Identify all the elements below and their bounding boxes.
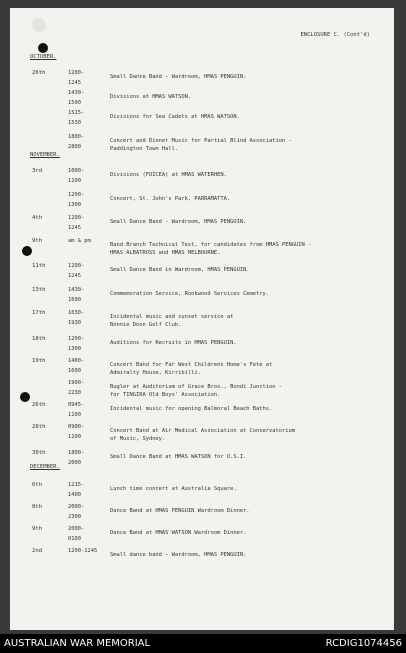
entry-description-line: for TINGIRA Old Boys' Association. (110, 392, 221, 398)
entry-time (68, 334, 98, 354)
entry-description (110, 427, 380, 443)
entry-time (68, 213, 98, 233)
entry-time-line: 0100 (68, 536, 81, 542)
entry-description-line: Incidental music and sunset service at (110, 314, 234, 320)
entry-description (110, 137, 380, 153)
entry-description-line: Concert Band for Far West Childrens Home's Fete at (110, 362, 273, 368)
entry-description (110, 405, 380, 413)
entry-description-line: Concert, St. John's Park, PARRAMATTA. (110, 196, 231, 202)
entry-time (68, 108, 98, 128)
entry-description (110, 313, 380, 329)
entry-time (68, 546, 98, 556)
entry-description (110, 73, 380, 81)
entry-time (68, 285, 98, 305)
entry-description (110, 241, 380, 257)
entry-time (68, 400, 98, 420)
entry-description (110, 453, 380, 461)
entry-time-line: 1600 (68, 297, 81, 303)
entry-description-line: Small Dance Band at HMAS WATSON for U.S.I. (110, 454, 247, 460)
entry-time-line: 1100 (68, 434, 81, 440)
entry-time-line: 0945- (68, 402, 85, 408)
entry-day: 26th (32, 70, 46, 76)
entry-time-line: 1215- (68, 482, 85, 488)
entry-description-line: Divisions (FOICEA) at HMAS WATERHEN. (110, 172, 227, 178)
document-page (10, 8, 394, 630)
archive-name: AUSTRALIAN WAR MEMORIAL (4, 638, 151, 649)
entry-time (68, 422, 98, 442)
entry-day: 13th (32, 287, 46, 293)
entry-day: 8th (32, 504, 43, 510)
entry-time-line: 1245 (68, 273, 81, 279)
entry-day: 17th (32, 310, 46, 316)
entry-description-line: of Music, Sydney. (110, 436, 166, 442)
entry-description-line: Small dance band - Wardroom, HMAS PENGUIN. (110, 552, 247, 558)
entry-description (110, 361, 380, 377)
entry-description (110, 171, 380, 179)
entry-description (110, 551, 380, 559)
entry-description-line: Bugler at Auditorium of Grace Bros., Bondi Junction - (110, 384, 283, 390)
entry-description-line: Dance Band at HMAS WATSON Wardroom Dinner. (110, 530, 247, 536)
entry-description-line: Small Dance Band - Wardroom, HMAS PENGUIN. (110, 219, 247, 225)
entry-day: 3rd (32, 168, 43, 174)
entry-time-line: am & pm (68, 238, 91, 244)
entry-day: 19th (32, 358, 46, 364)
entry-description-line: Concert and Dinner Music for Partial Blind Association - (110, 138, 292, 144)
entry-description-line: Divisions for Sea Cadets at HMAS WATSON. (110, 114, 240, 120)
entry-time-line: 0900- (68, 424, 85, 430)
punch-hole (38, 43, 48, 53)
entry-description-line: Small Dance Band - Wardroom, HMAS PENGUIN. (110, 74, 247, 80)
entry-day: 11th (32, 263, 46, 269)
entry-description (110, 383, 380, 399)
entry-time-line: 2000 (68, 460, 81, 466)
entry-time-line: 1800- (68, 134, 85, 140)
entry-time (68, 88, 98, 108)
entry-description-line: Small Dance Band in Wardroom, HMAS PENGUIN. (110, 267, 250, 273)
entry-time-line: 1100 (68, 178, 81, 184)
entry-day: 18th (32, 336, 46, 342)
entry-time-line: 2300 (68, 514, 81, 520)
record-id: RCDIG1074456 (325, 638, 402, 649)
entry-description-line: Divisions at HMAS WATSON. (110, 94, 192, 100)
punch-hole (22, 246, 32, 256)
section-heading: OCTOBER. (30, 54, 57, 60)
entry-time-line: 1200- (68, 336, 85, 342)
entry-day: 6th (32, 482, 43, 488)
entry-time-line: 1900- (68, 380, 85, 386)
entry-time (68, 68, 98, 88)
entry-description (110, 266, 380, 274)
entry-time-line: 1200- (68, 192, 85, 198)
entry-time-line: 1500 (68, 100, 81, 106)
entry-description-line: Paddington Town Hall. (110, 146, 179, 152)
section-heading: NOVEMBER. (30, 152, 60, 158)
punch-hole (20, 392, 30, 402)
entry-time-line: 1300 (68, 202, 81, 208)
entry-time (68, 524, 98, 544)
entry-time (68, 236, 98, 246)
entry-time-line: 1600 (68, 368, 81, 374)
entry-time-line: 1630- (68, 310, 85, 316)
entry-time-line: 1200-1245 (68, 548, 98, 554)
entry-time-line: 1100 (68, 412, 81, 418)
entry-description-line: Incidental music for opening Balmoral Beach Baths. (110, 406, 273, 412)
entry-time-line: 1530 (68, 120, 81, 126)
entry-time-line: 1300 (68, 346, 81, 352)
entry-time-line: 1400- (68, 358, 85, 364)
entry-description-line: Bonnie Doon Golf Club. (110, 322, 182, 328)
entry-time (68, 261, 98, 281)
entry-time-line: 1245 (68, 225, 81, 231)
entry-description (110, 218, 380, 226)
entry-time-line: 1000- (68, 168, 85, 174)
entry-description-line: HMAS ALBATROSS and HMAS MELBOURNE. (110, 250, 221, 256)
entry-day: 26th (32, 402, 46, 408)
entry-time (68, 190, 98, 210)
entry-time-line: 2000- (68, 526, 85, 532)
enclosure-header: ENCLOSURE C. (Cont'd) (300, 32, 370, 38)
entry-description-line: Auditions for Recruits in HMAS PENGUIN. (110, 340, 237, 346)
entry-day: 2nd (32, 548, 43, 554)
entry-time-line: 1515- (68, 110, 85, 116)
entry-description-line: Commemoration Service, Rookwood Services Cemetry. (110, 291, 270, 297)
entry-time-line: 1430- (68, 287, 85, 293)
entry-description (110, 93, 380, 101)
entry-time (68, 480, 98, 500)
entry-time (68, 356, 98, 376)
entry-description (110, 485, 380, 493)
entry-description-line: Dance Band at HMAS PENGUIN Wardroom Dinner. (110, 508, 250, 514)
entry-day: 9th (32, 526, 43, 532)
entry-day: 30th (32, 450, 46, 456)
entry-description-line: Admiralty House, Kirribilli. (110, 370, 201, 376)
entry-description (110, 195, 380, 203)
ink-mark (32, 18, 46, 32)
entry-time-line: 1245 (68, 80, 81, 86)
entry-time (68, 378, 98, 398)
entry-time (68, 132, 98, 152)
entry-day: 28th (32, 424, 46, 430)
entry-time-line: 1430- (68, 90, 85, 96)
entry-time-line: 1400 (68, 492, 81, 498)
entry-description (110, 113, 380, 121)
entry-description (110, 339, 380, 347)
entry-time-line: 2800 (68, 144, 81, 150)
entry-description (110, 529, 380, 537)
section-heading: DECEMBER. (30, 464, 60, 470)
entry-description-line: Lunch time concert at Australia Square. (110, 486, 237, 492)
entry-time (68, 166, 98, 186)
entry-time-line: 2230 (68, 390, 81, 396)
entry-time (68, 308, 98, 328)
entry-time-line: 1200- (68, 215, 85, 221)
archive-footer (0, 634, 406, 653)
entry-day: 4th (32, 215, 43, 221)
entry-description-line: Concert Band at Air Medical Association at Conservatorium (110, 428, 295, 434)
entry-day: 9th (32, 238, 43, 244)
entry-time-line: 1800- (68, 450, 85, 456)
entry-time-line: 1930 (68, 320, 81, 326)
entry-description (110, 507, 380, 515)
entry-time-line: 1200- (68, 70, 85, 76)
entry-time-line: 2000- (68, 504, 85, 510)
entry-time (68, 448, 98, 468)
entry-description-line: Band Branch Technical Test, for candidates from HMAS PENGUIN - (110, 242, 312, 248)
entry-time-line: 1200- (68, 263, 85, 269)
entry-time (68, 502, 98, 522)
entry-description (110, 290, 380, 298)
